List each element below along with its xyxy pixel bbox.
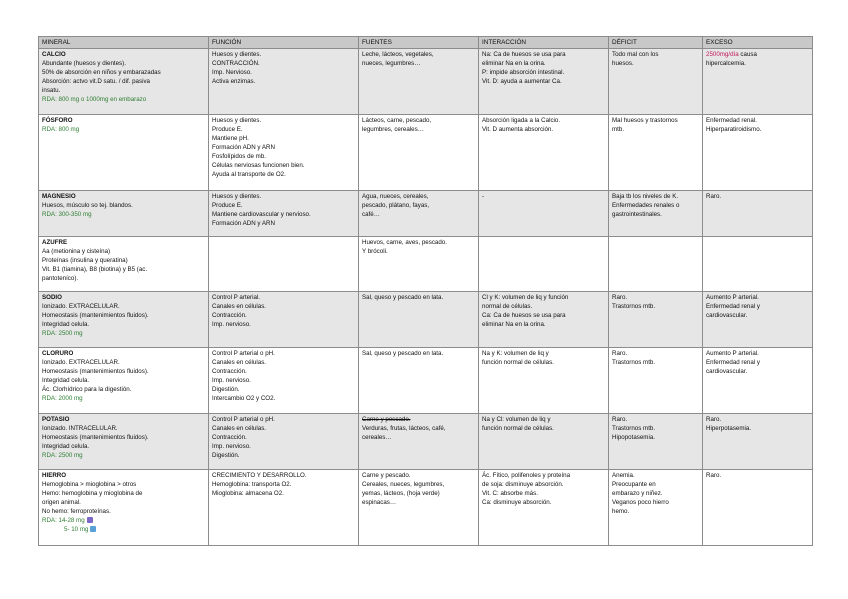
- calcio-interaccion-line: eliminar Na en la orina.: [482, 60, 546, 67]
- cloruro-mineral-line: Ionizado. EXTRACELULAR.: [42, 359, 120, 366]
- cloruro-deficit: [609, 348, 703, 414]
- magnesio-deficit-line: gastrointestinales.: [612, 211, 662, 218]
- fosforo-fuentes-line: Lácteos, carne, pescado,: [362, 117, 432, 124]
- row-potasio: [39, 414, 813, 470]
- magnesio-mineral-line: Huesos, músculo so tej. blandos.: [42, 202, 133, 209]
- sodio-mineral-line: Integridad celula.: [42, 321, 90, 328]
- calcio-mineral-line: insatu.: [42, 87, 61, 94]
- minerals-table: [38, 36, 813, 546]
- hierro-fuentes-line: Cereales, nueces, legumbres,: [362, 481, 445, 488]
- cloruro-funcion-line: Intercambio O2 y CO2.: [212, 395, 276, 402]
- cloruro-exceso: [703, 348, 813, 414]
- magnesio-fuentes-line: café…: [362, 211, 380, 218]
- cloruro-fuentes-line: Sal, queso y pescado en lata.: [362, 350, 444, 357]
- azufre-exceso: [703, 237, 813, 292]
- header-interaccion: INTERACCIÓN: [479, 37, 609, 49]
- magnesio-mineral: [39, 191, 209, 237]
- potasio-fuentes-struck: Carne y pescado.: [362, 416, 411, 423]
- calcio-mineral: [39, 49, 209, 115]
- cloruro-funcion-line: Digestión.: [212, 386, 240, 393]
- calcio-exceso: [703, 49, 813, 115]
- cloruro-funcion-line: Imp. nervioso.: [212, 377, 251, 384]
- fosforo-interaccion: [479, 115, 609, 191]
- fosforo-deficit-line: Mal huesos y trastornos: [612, 117, 678, 124]
- calcio-interaccion-line: Na: Ca de huesos se usa para: [482, 51, 566, 58]
- calcio-deficit-line: huesos.: [612, 60, 634, 67]
- sodio-interaccion-line: Ca: Ca de huesos se usa para: [482, 312, 566, 319]
- hierro-rda-2: 5- 10 mg: [64, 526, 89, 533]
- sodio-exceso-line: Enfermedad renal y: [706, 303, 760, 310]
- sodio-fuentes: [359, 292, 479, 348]
- hierro-interaccion-line: Vit. C: absorbe más.: [482, 490, 538, 497]
- hierro-deficit-line: Preocupante en: [612, 481, 656, 488]
- cloruro-mineral-line: Ác. Clorhídrico para la digestión.: [42, 386, 132, 393]
- azufre-name: AZUFRE: [42, 239, 68, 246]
- cloruro-mineral-line: Integridad celula.: [42, 377, 90, 384]
- azufre-mineral: [39, 237, 209, 292]
- man-emoji-icon: [87, 517, 93, 523]
- cloruro-funcion-line: Control P arterial o pH.: [212, 350, 275, 357]
- hierro-interaccion-line: Ca: disminuye absorción.: [482, 499, 552, 506]
- hierro-deficit-line: Veganos poco hierro: [612, 499, 669, 506]
- fosforo-rda: RDA: 800 mg: [42, 126, 80, 133]
- cloruro-exceso-line: Aumento P arterial.: [706, 350, 759, 357]
- fosforo-exceso-line: Enfermedad renal.: [706, 117, 757, 124]
- fosforo-funcion: [209, 115, 359, 191]
- row-azufre: [39, 237, 813, 292]
- potasio-exceso-line: Hiperpotasemia.: [706, 425, 752, 432]
- cloruro-fuentes: [359, 348, 479, 414]
- fosforo-deficit: [609, 115, 703, 191]
- magnesio-funcion-line: Huesos y dientes.: [212, 193, 262, 200]
- hierro-fuentes-line: yemas, lácteos, (hoja verde): [362, 490, 440, 497]
- fosforo-funcion-line: Células nerviosas funcionen bien.: [212, 162, 305, 169]
- sodio-interaccion: [479, 292, 609, 348]
- fosforo-funcion-line: Fosfolípidos de mb.: [212, 153, 266, 160]
- azufre-interaccion: [479, 237, 609, 292]
- calcio-interaccion-line: Vit. D: ayuda a aumentar Ca.: [482, 78, 562, 85]
- magnesio-interaccion: [479, 191, 609, 237]
- hierro-fuentes-line: Carne y pescado.: [362, 472, 411, 479]
- potasio-funcion-line: Imp. nervioso.: [212, 443, 251, 450]
- hierro-exceso: [703, 470, 813, 546]
- potasio-funcion-line: Contracción.: [212, 434, 247, 441]
- magnesio-funcion-line: Formación ADN y ARN: [212, 220, 275, 227]
- calcio-exceso-line: hipercalcemia.: [706, 60, 746, 67]
- calcio-fuentes: [359, 49, 479, 115]
- cloruro-deficit-line: Trastornos mtb.: [612, 359, 656, 366]
- cloruro-interaccion-line: Na y K: volumen de liq y: [482, 350, 549, 357]
- fosforo-mineral: [39, 115, 209, 191]
- hierro-name: HIERRO: [42, 472, 67, 479]
- sodio-rda: RDA: 2500 mg: [42, 330, 83, 337]
- hierro-fuentes: [359, 470, 479, 546]
- hierro-exceso-line: Raro.: [706, 472, 722, 479]
- calcio-interaccion: [479, 49, 609, 115]
- calcio-deficit-line: Todo mal con los: [612, 51, 659, 58]
- potasio-mineral: [39, 414, 209, 470]
- header-exceso: EXCESO: [703, 37, 813, 49]
- cloruro-funcion-line: Contracción.: [212, 368, 247, 375]
- potasio-mineral-line: Ionizado. INTRACELULAR.: [42, 425, 118, 432]
- row-magnesio: [39, 191, 813, 237]
- sodio-mineral: [39, 292, 209, 348]
- fosforo-fuentes: [359, 115, 479, 191]
- calcio-mineral-line: 50% de absorción en niños y embarazadas: [42, 69, 161, 76]
- cloruro-mineral-line: Homeostasis (mantenimientos fluidos).: [42, 368, 149, 375]
- hierro-mineral-line: Hemo: hemoglobina y mioglobina de: [42, 490, 143, 497]
- sodio-deficit: [609, 292, 703, 348]
- hierro-deficit: [609, 470, 703, 546]
- sodio-funcion-line: Control P arterial.: [212, 294, 261, 301]
- row-fosforo: [39, 115, 813, 191]
- hierro-deficit-line: Anemia.: [612, 472, 635, 479]
- calcio-fuentes-line: nueces, legumbres…: [362, 60, 421, 67]
- hierro-deficit-line: hemo.: [612, 508, 630, 515]
- potasio-funcion-line: Digestión.: [212, 452, 240, 459]
- sodio-name: SODIO: [42, 294, 62, 301]
- hierro-interaccion-line: de soja: disminuye absorción.: [482, 481, 564, 488]
- potasio-funcion: [209, 414, 359, 470]
- calcio-funcion-line: Imp. Nervioso.: [212, 69, 252, 76]
- hierro-funcion-line: CRECIMIENTO Y DESARROLLO.: [212, 472, 307, 479]
- magnesio-funcion: [209, 191, 359, 237]
- potasio-funcion-line: Canales en células.: [212, 425, 267, 432]
- azufre-deficit: [609, 237, 703, 292]
- potasio-rda: RDA: 2500 mg: [42, 452, 83, 459]
- fosforo-funcion-line: Produce E.: [212, 126, 243, 133]
- sodio-interaccion-line: eliminar Na en la orina.: [482, 321, 546, 328]
- potasio-fuentes: [359, 414, 479, 470]
- hierro-deficit-line: embarazo y niñez.: [612, 490, 663, 497]
- azufre-fuentes-line: Y brócoli.: [362, 248, 388, 255]
- potasio-deficit: [609, 414, 703, 470]
- cloruro-interaccion-line: función normal de células.: [482, 359, 554, 366]
- potasio-deficit-line: Trastornos mtb.: [612, 425, 656, 432]
- calcio-exceso-dose: 2500mg/día: [706, 51, 739, 58]
- calcio-mineral-line: Abundante (huesos y dientes).: [42, 60, 126, 67]
- hierro-funcion-line: Hemoglobina: transporta O2.: [212, 481, 292, 488]
- sodio-interaccion-line: normal de células.: [482, 303, 533, 310]
- sodio-funcion-line: Canales en células.: [212, 303, 267, 310]
- magnesio-deficit: [609, 191, 703, 237]
- sodio-exceso-line: cardiovascular.: [706, 312, 748, 319]
- fosforo-deficit-line: mtb.: [612, 126, 625, 133]
- cloruro-rda: RDA: 2000 mg: [42, 395, 83, 402]
- cloruro-exceso-line: Enfermedad renal y: [706, 359, 760, 366]
- calcio-name: CALCIO: [42, 51, 66, 58]
- potasio-mineral-line: Homeostasis (mantenimientos fluidos).: [42, 434, 149, 441]
- azufre-mineral-line: Proteínas (insulina y queratina): [42, 257, 128, 264]
- sodio-exceso: [703, 292, 813, 348]
- magnesio-deficit-line: Enfermedades renales o: [612, 202, 680, 209]
- row-hierro: [39, 470, 813, 546]
- potasio-exceso-line: Raro.: [706, 416, 722, 423]
- calcio-funcion-line: Activa enzimas.: [212, 78, 256, 85]
- hierro-mineral: [39, 470, 209, 546]
- potasio-mineral-line: Integridad celula.: [42, 443, 90, 450]
- fosforo-fuentes-line: legumbres, cereales…: [362, 126, 424, 133]
- fosforo-funcion-line: Formación ADN y ARN: [212, 144, 275, 151]
- header-deficit: DÉFICIT: [609, 37, 703, 49]
- hierro-funcion-line: Mioglobina: almacena O2.: [212, 490, 284, 497]
- sodio-funcion-line: Contracción.: [212, 312, 247, 319]
- sodio-mineral-line: Ionizado. EXTRACELULAR.: [42, 303, 120, 310]
- potasio-fuentes-line: cereales…: [362, 434, 392, 441]
- potasio-exceso: [703, 414, 813, 470]
- fosforo-exceso-line: Hiperparatiroidismo.: [706, 126, 762, 133]
- sodio-interaccion-line: Cl y K: volumen de liq y función: [482, 294, 569, 301]
- calcio-deficit: [609, 49, 703, 115]
- header-fuentes: FUENTES: [359, 37, 479, 49]
- magnesio-funcion-line: Mantiene cardiovascular y nervioso.: [212, 211, 311, 218]
- magnesio-fuentes-line: Agua, nueces, cereales,: [362, 193, 429, 200]
- sodio-exceso-line: Aumento P arterial.: [706, 294, 759, 301]
- header-funcion: FUNCIÓN: [209, 37, 359, 49]
- fosforo-funcion-line: Ayuda al transporte de O2.: [212, 171, 286, 178]
- fosforo-name: FÓSFORO: [42, 117, 73, 124]
- magnesio-interaccion-line: -: [482, 193, 485, 200]
- azufre-mineral-line: pantoteníco).: [42, 275, 79, 282]
- sodio-mineral-line: Homeostasis (mantenimientos fluidos).: [42, 312, 149, 319]
- calcio-fuentes-line: Leche, lácteos, vegetales,: [362, 51, 434, 58]
- magnesio-exceso: [703, 191, 813, 237]
- hierro-mineral-line: No hemo: ferroproteínas.: [42, 508, 111, 515]
- calcio-exceso-rest: causa: [738, 51, 757, 58]
- potasio-interaccion: [479, 414, 609, 470]
- hierro-rda: RDA: 14-28 mg: [42, 517, 85, 524]
- hierro-mineral-line: origen animal.: [42, 499, 81, 506]
- hierro-mineral-line: Hemoglobina > mioglobina > otros: [42, 481, 137, 488]
- magnesio-funcion-line: Produce E.: [212, 202, 243, 209]
- magnesio-fuentes-line: pescado, plátano, fayas,: [362, 202, 430, 209]
- hierro-interaccion: [479, 470, 609, 546]
- potasio-fuentes-line: Verduras, frutas, lácteos, café,: [362, 425, 446, 432]
- hierro-funcion: [209, 470, 359, 546]
- row-sodio: [39, 292, 813, 348]
- row-cloruro: [39, 348, 813, 414]
- magnesio-deficit-line: Baja tb los niveles de K.: [612, 193, 679, 200]
- sodio-deficit-line: Trastornos mtb.: [612, 303, 656, 310]
- sodio-funcion-line: Imp. nervioso.: [212, 321, 251, 328]
- magnesio-exceso-line: Raro.: [706, 193, 722, 200]
- sodio-deficit-line: Raro.: [612, 294, 628, 301]
- calcio-funcion-line: Huesos y dientes.: [212, 51, 262, 58]
- magnesio-fuentes: [359, 191, 479, 237]
- cloruro-mineral: [39, 348, 209, 414]
- cloruro-name: CLORURO: [42, 350, 74, 357]
- sodio-fuentes-line: Sal, queso y pescado en lata.: [362, 294, 444, 301]
- cloruro-funcion: [209, 348, 359, 414]
- fosforo-funcion-line: Mantiene pH.: [212, 135, 249, 142]
- azufre-mineral-line: Vit. B1 (tiamina), B8 (biotina) y B5 (ac.: [42, 266, 148, 273]
- azufre-mineral-line: Aa (metionina y cisteína): [42, 248, 111, 255]
- cloruro-funcion-line: Canales en células.: [212, 359, 267, 366]
- cloruro-interaccion: [479, 348, 609, 414]
- hierro-fuentes-line: espinacas…: [362, 499, 397, 506]
- potasio-deficit-line: Raro.: [612, 416, 628, 423]
- potasio-interaccion-line: función normal de células.: [482, 425, 554, 432]
- fosforo-funcion-line: Huesos y dientes.: [212, 117, 262, 124]
- calcio-funcion: [209, 49, 359, 115]
- calcio-interaccion-line: P: impide absorción intestinal.: [482, 69, 565, 76]
- woman-emoji-icon: [90, 526, 96, 532]
- potasio-deficit-line: Hipopotasemia.: [612, 434, 655, 441]
- potasio-interaccion-line: Na y Cl: volumen de liq y: [482, 416, 551, 423]
- header-mineral: MINERAL: [39, 37, 209, 49]
- azufre-fuentes: [359, 237, 479, 292]
- fosforo-interaccion-line: Vit. D aumenta absorción.: [482, 126, 554, 133]
- fosforo-exceso: [703, 115, 813, 191]
- azufre-fuentes-line: Huevos, carne, aves, pescado.: [362, 239, 447, 246]
- calcio-funcion-line: CONTRACCIÓN.: [212, 60, 260, 67]
- azufre-funcion: [209, 237, 359, 292]
- cloruro-deficit-line: Raro.: [612, 350, 628, 357]
- sodio-funcion: [209, 292, 359, 348]
- fosforo-interaccion-line: Absorción ligada a la Calcio.: [482, 117, 561, 124]
- cloruro-exceso-line: cardiovascular.: [706, 368, 748, 375]
- hierro-interaccion-line: Ác. Fítico, polifenoles y proteína: [482, 472, 571, 479]
- header-row: [39, 37, 813, 49]
- magnesio-rda: RDA: 300-350 mg: [42, 211, 92, 218]
- calcio-rda: RDA: 800 mg o 1000mg en embarazo: [42, 96, 147, 103]
- row-calcio: [39, 49, 813, 115]
- magnesio-name: MAGNESIO: [42, 193, 76, 200]
- calcio-mineral-line: Absorción: actvo vit.D satu. / dif. pasiva: [42, 78, 150, 85]
- potasio-name: POTASIO: [42, 416, 70, 423]
- potasio-funcion-line: Control P arterial o pH.: [212, 416, 275, 423]
